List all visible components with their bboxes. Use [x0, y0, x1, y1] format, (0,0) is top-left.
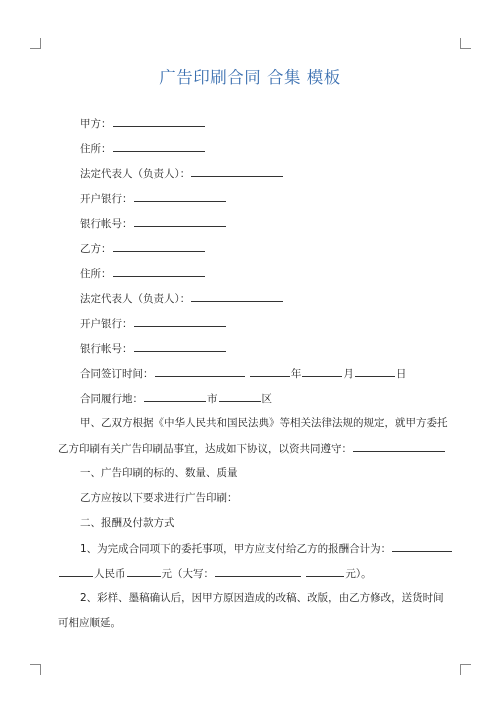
field-label: 住所：: [80, 143, 112, 155]
blank-line: [134, 316, 226, 327]
blank-line: [113, 241, 205, 252]
day-label: 日: [395, 368, 407, 380]
blank-line: [155, 366, 245, 377]
field-bank-a: [80, 191, 227, 206]
clause-2-line-2: 可相应顺延。: [58, 617, 121, 629]
field-account-a: [80, 216, 227, 231]
blank-line: [353, 441, 445, 452]
field-label: 开户银行：: [80, 318, 133, 330]
field-address-b: [80, 266, 206, 281]
blank-line: [219, 391, 261, 402]
field-label: 合同签订时间：: [80, 368, 154, 380]
district-label: 区: [261, 393, 272, 405]
field-legal-rep-b: [80, 291, 284, 306]
blank-line: [113, 141, 205, 152]
field-label: 银行帐号：: [80, 218, 133, 230]
field-sign-place: [80, 391, 272, 406]
blank-line: [113, 116, 205, 127]
section-2-heading: 二、报酬及付款方式: [80, 517, 175, 529]
crop-mark-bottom-right: [460, 664, 471, 675]
field-label: 甲方：: [80, 118, 112, 130]
field-bank-b: [80, 316, 227, 331]
field-label: 法定代表人（负责人）：: [80, 293, 191, 305]
blank-line: [306, 566, 344, 577]
blank-line: [59, 566, 93, 577]
blank-line: [144, 391, 206, 402]
section-1-body: 乙方应按以下要求进行广告印刷：: [80, 492, 238, 504]
blank-line: [302, 366, 342, 377]
field-label: 乙方：: [80, 243, 112, 255]
yuan-label: 元（大写：: [161, 568, 214, 580]
blank-line: [392, 541, 452, 552]
clause-text: 1、为完成合同项下的委托事项，甲方应支付给乙方的报酬合计为：: [80, 543, 392, 555]
blank-line: [250, 366, 290, 377]
clause-1-amount: [58, 566, 438, 581]
blank-line: [113, 266, 205, 277]
year-label: 年: [290, 368, 302, 380]
intro-text: 乙方印刷有关广告印刷品事宜，达成如下协议，以资共同遵守：: [58, 443, 352, 455]
city-label: 市: [207, 393, 218, 405]
field-label: 住所：: [80, 268, 112, 280]
crop-mark-bottom-left: [30, 664, 41, 675]
clause-2-line-1: 2、彩样、墨稿确认后，因甲方原因造成的改稿、改版，由乙方修改，送货时间: [80, 592, 444, 604]
document-title: 广告印刷合同 合集 模板: [159, 68, 341, 87]
field-sign-time: [80, 366, 406, 381]
field-label: 银行帐号：: [80, 343, 133, 355]
blank-line: [134, 341, 226, 352]
yuan-end-label: 元）。: [345, 568, 372, 580]
blank-line: [127, 566, 161, 577]
field-party-b: [80, 241, 206, 256]
field-label: 开户银行：: [80, 193, 133, 205]
blank-line: [191, 166, 283, 177]
blank-line: [134, 216, 226, 227]
intro-line-1: 甲、乙双方根据《中华人民共和国民法典》等相关法律法规的规定，就甲方委托: [80, 417, 448, 429]
rmb-label: 人民币: [94, 568, 126, 580]
blank-line: [134, 191, 226, 202]
field-address-a: [80, 141, 206, 156]
crop-mark-top-right: [460, 38, 471, 49]
field-label: 合同履行地：: [80, 393, 143, 405]
field-account-b: [80, 341, 227, 356]
blank-line: [355, 366, 395, 377]
blank-line: [191, 291, 283, 302]
blank-line: [215, 566, 301, 577]
intro-line-2: [58, 441, 438, 456]
field-legal-rep-a: [80, 166, 284, 181]
field-label: 法定代表人（负责人）：: [80, 168, 191, 180]
crop-mark-top-left: [30, 38, 41, 49]
clause-1: [80, 541, 460, 556]
section-1-heading: 一、广告印刷的标的、数量、质量: [80, 467, 238, 479]
field-party-a: [80, 116, 206, 131]
month-label: 月: [343, 368, 354, 380]
